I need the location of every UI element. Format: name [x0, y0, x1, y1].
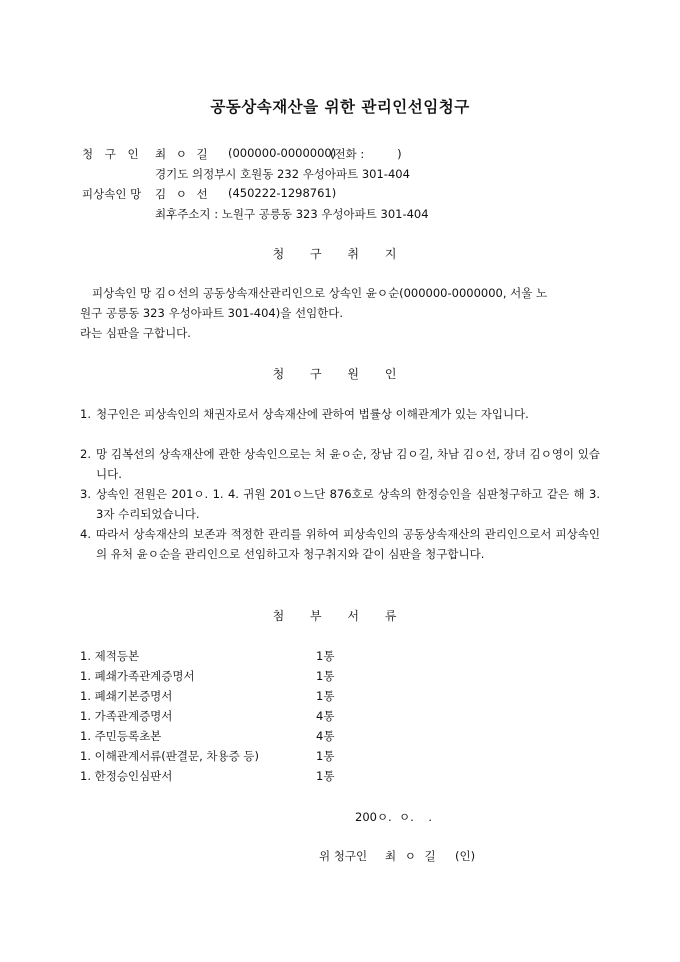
reason-text: 망 김복선의 상속재산에 관한 상속인으로는 처 윤ㅇ순, 장남 김ㅇ길, 차남 김ㅇ선, 장녀 김ㅇ영이 있습니다. — [96, 447, 600, 481]
reason-number: 3. — [80, 487, 91, 501]
reason-text: 따라서 상속재산의 보존과 적정한 관리를 위하여 피상속인의 공동상속재산의 관리인으로서 피상속인의 유처 윤ㅇ순을 관리인으로 선임하고자 청구취지와 같이 심판을 청구합니다. — [96, 527, 600, 561]
purpose-heading: 청 구 취 지 — [272, 247, 408, 261]
reason-number: 1. — [80, 407, 91, 421]
attachment-label: 1. 이해관계서류(판결문, 차용증 등) — [80, 749, 259, 763]
claimant-id: (000000-0000000) — [228, 146, 337, 160]
attachment-label: 1. 한정승인심판서 — [80, 769, 173, 783]
attachment-label: 1. 폐쇄기본증명서 — [80, 689, 173, 703]
attachment-count: 1통 — [316, 689, 335, 703]
reason-item — [80, 524, 600, 564]
reason-number: 4. — [80, 527, 91, 541]
decedent-label: 피상속인 망 — [82, 187, 142, 201]
signature-name: 최 ㅇ 길 — [385, 849, 436, 863]
attachment-count: 1통 — [316, 749, 335, 763]
attachment-label: 1. 폐쇄가족관계증명서 — [80, 669, 195, 683]
claimant-phone: (전화 : ) — [330, 147, 402, 161]
purpose-line-1: 피상속인 망 김ㅇ선의 공동상속재산관리인으로 상속인 윤ㅇ순(000000-0000000, 서울 노 — [92, 286, 548, 300]
document-date: 200ㅇ. ㅇ. . — [355, 810, 433, 824]
attachments-heading: 첨 부 서 류 — [272, 609, 408, 623]
attachment-count: 1통 — [316, 649, 335, 663]
purpose-line-2: 원구 공릉동 323 우성아파트 301-404)을 선임한다. — [80, 306, 344, 320]
attachment-label: 1. 주민등록초본 — [80, 729, 162, 743]
claimant-address: 경기도 의정부시 호원동 232 우성아파트 301-404 — [155, 167, 410, 181]
reason-text: 상속인 전원은 201ㅇ. 1. 4. 귀원 201ㅇ느단 876호로 상속의 한정승인을 심판청구하고 같은 해 3. 3자 수리되었습니다. — [96, 487, 600, 521]
attachment-count: 1통 — [316, 769, 335, 783]
reason-text: 청구인은 피상속인의 채권자로서 상속재산에 관하여 법률상 이해관계가 있는 자입니다. — [96, 407, 529, 421]
reason-item — [80, 404, 600, 424]
reason-item — [80, 444, 600, 484]
decedent-id: (450222-1298761) — [228, 186, 337, 200]
reasons-heading: 청 구 원 인 — [272, 367, 408, 381]
attachment-count: 4통 — [316, 709, 335, 723]
decedent-name: 김 ㅇ 선 — [155, 187, 208, 201]
document-title: 공동상속재산을 위한 관리인선임청구 — [210, 98, 470, 116]
decedent-address: 최후주소지 : 노원구 공릉동 323 우성아파트 301-404 — [155, 207, 429, 221]
attachment-label: 1. 제적등본 — [80, 649, 140, 663]
reason-number: 2. — [80, 447, 91, 461]
signature-prefix: 위 청구인 — [319, 849, 368, 863]
attachment-label: 1. 가족관계증명서 — [80, 709, 173, 723]
seal-mark: (인) — [455, 849, 476, 863]
purpose-line-3: 라는 심판을 구합니다. — [80, 326, 191, 340]
claimant-name: 최 ㅇ 길 — [155, 147, 208, 161]
claimant-label: 청 구 인 — [82, 147, 143, 161]
attachment-count: 4통 — [316, 729, 335, 743]
reason-item — [80, 484, 600, 524]
attachment-count: 1통 — [316, 669, 335, 683]
